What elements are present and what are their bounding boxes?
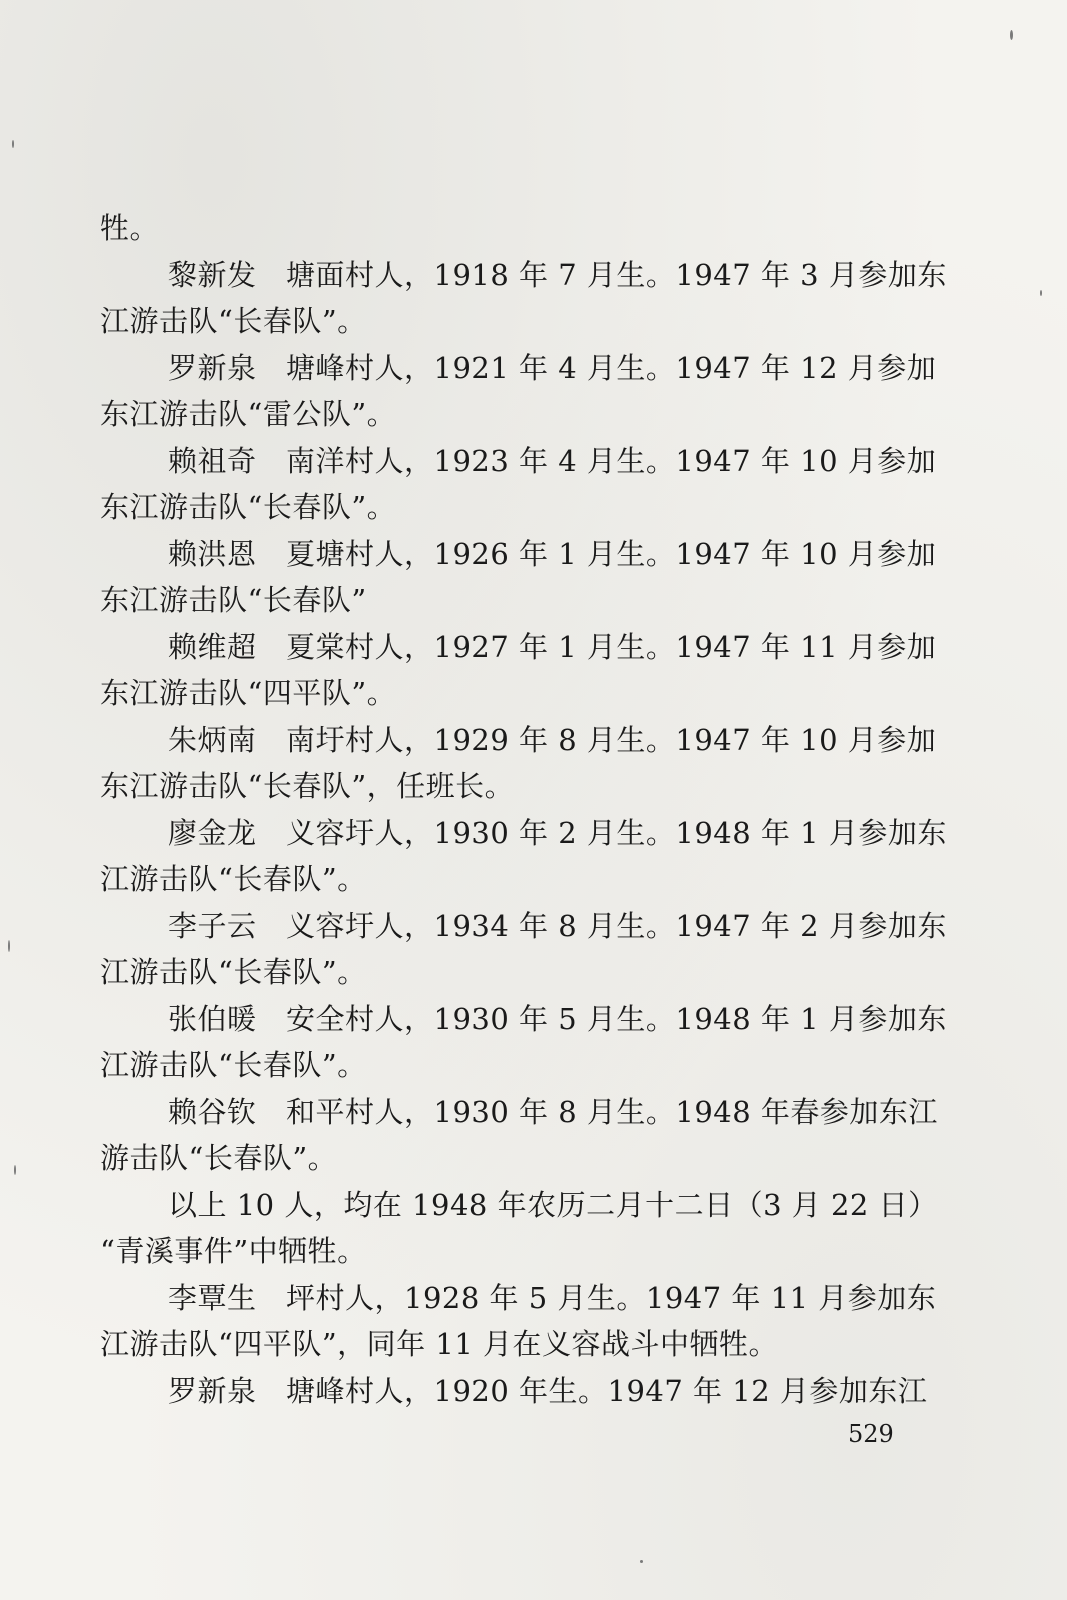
- entry-8: [100, 903, 947, 996]
- entry-name: 黎新发: [168, 257, 257, 292]
- entry-2: [100, 345, 937, 438]
- entry-name: 廖金龙: [168, 815, 257, 850]
- entry-continuation: 东江游击队“雷公队”。: [100, 397, 397, 431]
- entry-continuation: 东江游击队“长春队”。: [100, 490, 397, 524]
- entry-name: 朱炳南: [168, 722, 257, 757]
- entry-text: 安全村人，1930 年 5 月生。1948 年 1 月参加东: [286, 1001, 947, 1036]
- page-number: 529: [848, 1420, 894, 1448]
- entry-text: 夏棠村人，1927 年 1 月生。1947 年 11 月参加: [286, 629, 937, 664]
- entry-name: 罗新泉: [168, 1373, 257, 1408]
- entry-continuation: 东江游击队“长春队”，任班长。: [100, 769, 515, 803]
- entry-continuation: 江游击队“长春队”。: [100, 1048, 367, 1082]
- entry-text: 塘峰村人，1920 年生。1947 年 12 月参加东江: [286, 1373, 928, 1408]
- entry-text: 义容圩人，1930 年 2 月生。1948 年 1 月参加东: [286, 815, 947, 850]
- body-text: [100, 205, 947, 1414]
- entry-text: 和平村人，1930 年 8 月生。1948 年春参加东江: [286, 1094, 938, 1129]
- entry-3: [100, 438, 937, 531]
- entry-continuation: 游击队“长春队”。: [100, 1141, 338, 1175]
- entry-7: [100, 810, 947, 903]
- entry-text: 塘面村人，1918 年 7 月生。1947 年 3 月参加东: [286, 257, 947, 292]
- entry-continuation: 江游击队“四平队”，同年 11 月在义容战斗中牺牲。: [100, 1327, 778, 1361]
- entry-1: [100, 252, 947, 345]
- entry-text: 义容圩人，1934 年 8 月生。1947 年 2 月参加东: [286, 908, 947, 943]
- entry-9: [100, 996, 947, 1089]
- entry-name: 赖洪恩: [168, 536, 257, 571]
- summary-continuation: “青溪事件”中牺牲。: [100, 1234, 367, 1268]
- scan-speck: [1040, 290, 1042, 296]
- entry-continuation: 江游击队“长春队”。: [100, 304, 367, 338]
- entry-continuation: 东江游击队“四平队”。: [100, 676, 397, 710]
- entry-continuation: 江游击队“长春队”。: [100, 862, 367, 896]
- entry-6: [100, 717, 937, 810]
- lead-line: 牲。: [100, 211, 160, 245]
- entry-continuation: 东江游击队“长春队”: [100, 583, 367, 617]
- entry-12: [100, 1368, 930, 1415]
- entry-10: [100, 1089, 938, 1182]
- entry-text: 塘峰村人，1921 年 4 月生。1947 年 12 月参加: [286, 350, 937, 385]
- entry-name: 赖维超: [168, 629, 257, 664]
- entry-text: 坪村人，1928 年 5 月生。1947 年 11 月参加东: [286, 1280, 937, 1315]
- scan-speck: [1010, 30, 1013, 40]
- summary-paragraph: [100, 1182, 938, 1275]
- entry-11: [100, 1275, 937, 1368]
- entry-continuation: 江游击队“长春队”。: [100, 955, 367, 989]
- scan-speck: [14, 1165, 16, 1175]
- scan-speck: [8, 940, 10, 952]
- entry-4: [100, 531, 937, 624]
- entry-text: 南洋村人，1923 年 4 月生。1947 年 10 月参加: [286, 443, 937, 478]
- scan-speck: [12, 140, 14, 148]
- entry-text: 南圩村人，1929 年 8 月生。1947 年 10 月参加: [286, 722, 937, 757]
- entry-name: 赖祖奇: [168, 443, 257, 478]
- entry-5: [100, 624, 937, 717]
- scan-speck: [640, 1560, 643, 1563]
- entry-name: 李覃生: [168, 1280, 257, 1315]
- entry-name: 张伯暖: [168, 1001, 257, 1036]
- entry-name: 赖谷钦: [168, 1094, 257, 1129]
- entry-name: 罗新泉: [168, 350, 257, 385]
- entry-text: 夏塘村人，1926 年 1 月生。1947 年 10 月参加: [286, 536, 937, 571]
- summary-text: 以上 10 人，均在 1948 年农历二月十二日（3 月 22 日）: [168, 1187, 938, 1222]
- entry-name: 李子云: [168, 908, 257, 943]
